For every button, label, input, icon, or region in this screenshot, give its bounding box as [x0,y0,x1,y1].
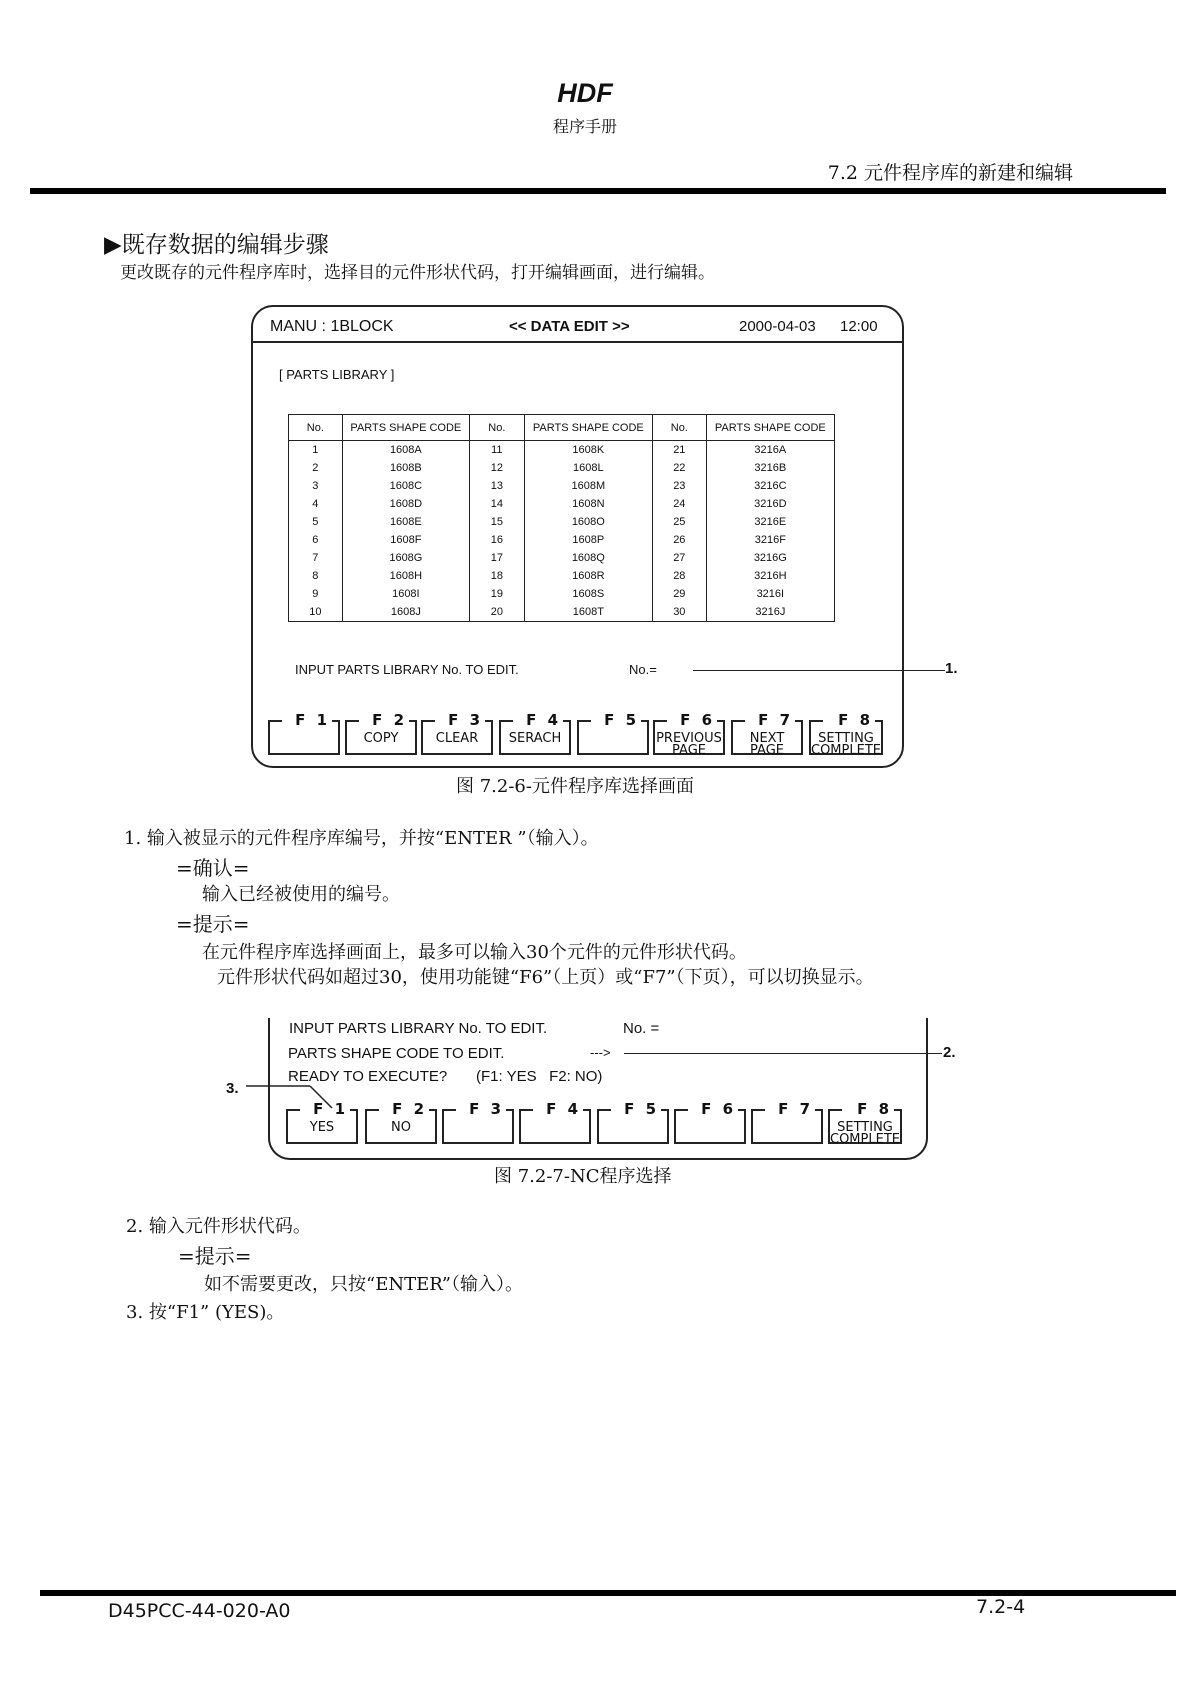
table-row [289,531,835,549]
key-name: F 2 [392,1100,427,1118]
step-2-text: 2. 输入元件形状代码。 [126,1216,311,1237]
key-frame-edge [409,720,417,722]
step-2-hint-text: 如不需要更改，只按“ENTER”（输入）。 [204,1274,524,1295]
key-frame-edge [499,720,513,722]
column-header: No. [289,415,343,441]
library-number-cell: 16 [469,531,524,549]
table-row [289,603,835,622]
key-frame-edge [577,720,591,722]
key-frame-edge [563,720,571,722]
screen2-arrow: ---> [590,1045,611,1060]
key-frame-edge [828,1109,842,1111]
shape-code-cell: 3216D [706,495,834,513]
shape-code-cell: 1608D [342,495,469,513]
intro-text: 更改既存的元件程序库时，选择目的元件形状代码，打开编辑画面，进行编辑。 [120,263,715,283]
function-key-f2[interactable] [365,1100,437,1144]
shape-code-cell: 3216G [706,549,834,567]
library-label: [ PARTS LIBRARY ] [279,367,395,382]
shape-code-cell: 1608G [342,549,469,567]
key-frame-edge [815,1109,823,1111]
shape-code-cell: 1608I [342,585,469,603]
library-number-cell: 17 [469,549,524,567]
key-frame-edge [731,720,745,722]
key-label: NEXT PAGE [749,731,785,758]
brand-title: HDF [557,78,613,108]
function-key-f7[interactable] [751,1100,823,1144]
shape-code-cell: 1608B [342,459,469,477]
library-number-cell: 2 [289,459,343,477]
library-number-cell: 23 [652,477,706,495]
shape-code-cell: 1608N [524,495,652,513]
key-label: CLEAR [435,731,479,746]
key-name: F 2 [372,711,407,729]
function-key-f8[interactable] [809,711,883,758]
execute-screen [268,1018,928,1160]
column-header: No. [469,415,524,441]
hint-text-1: 在元件程序库选择画面上，最多可以输入30个元件的元件形状代码。 [202,942,747,963]
shape-code-cell: 1608R [524,567,652,585]
section-title: 7.2 元件程序库的新建和编辑 [827,162,1073,184]
shape-code-cell: 3216B [706,459,834,477]
shape-code-cell: 1608F [342,531,469,549]
shape-code-cell: 1608S [524,585,652,603]
shape-code-cell: 3216A [706,441,834,460]
function-key-f5[interactable] [597,1100,669,1144]
key-frame-edge [751,1109,765,1111]
shape-code-cell: 1608K [524,441,652,460]
header-rule [30,188,1166,194]
column-header: PARTS SHAPE CODE [524,415,652,441]
function-key-f5[interactable] [577,711,649,755]
shape-code-cell: 3216I [706,585,834,603]
shape-code-cell: 3216C [706,477,834,495]
key-frame-edge [809,720,823,722]
key-label: SETTING COMPLETE [811,731,881,758]
function-key-f4[interactable] [519,1100,591,1144]
parts-library-table [288,414,835,622]
key-name: F 1 [313,1100,348,1118]
library-number-cell: 25 [652,513,706,531]
library-number-cell: 13 [469,477,524,495]
library-number-cell: 19 [469,585,524,603]
key-name: F 5 [604,711,639,729]
manual-subtitle: 程序手册 [552,117,617,136]
key-frame-edge [485,720,493,722]
function-key-f1[interactable] [268,711,340,755]
table-row [289,549,835,567]
key-frame-edge [365,1109,379,1111]
key-label: NO [391,1120,411,1135]
page-number: 7.2-4 [976,1596,1026,1618]
column-header: No. [652,415,706,441]
column-header: PARTS SHAPE CODE [342,415,469,441]
shape-code-cell: 1608C [342,477,469,495]
library-number-cell: 5 [289,513,343,531]
key-frame-edge [641,720,649,722]
key-name: F 7 [778,1100,813,1118]
shape-code-cell: 1608L [524,459,652,477]
shape-code-cell: 3216F [706,531,834,549]
shape-code-cell: 1608H [342,567,469,585]
table-row [289,441,835,460]
step-3-text: 3. 按“F1” (YES)。 [126,1302,285,1323]
figure-caption-2: 图 7.2-7-NC程序选择 [494,1166,672,1187]
shape-code-cell: 1608M [524,477,652,495]
function-key-f8[interactable] [828,1100,902,1147]
key-frame-edge [717,720,725,722]
hint-title: =提示= [176,912,250,936]
key-label: COPY [363,731,399,746]
library-number-cell: 20 [469,603,524,622]
no-input-label: No.= [629,662,657,677]
heading-text: 既存数据的编辑步骤 [121,232,329,258]
library-number-cell: 8 [289,567,343,585]
key-frame-edge [875,720,883,722]
key-name: F 5 [624,1100,659,1118]
library-number-cell: 3 [289,477,343,495]
key-frame-edge [332,720,340,722]
parts-library-screen [251,305,958,768]
function-key-f6[interactable] [674,1100,746,1144]
table-header-row [289,415,835,441]
library-number-cell: 30 [652,603,706,622]
function-key-f3[interactable] [421,711,493,755]
table-row [289,585,835,603]
callout-3-leader [244,1068,364,1128]
key-name: F 4 [546,1100,581,1118]
table-row [289,459,835,477]
key-frame-edge [506,1109,514,1111]
function-key-f3[interactable] [442,1100,514,1144]
table-row [289,495,835,513]
library-number-cell: 29 [652,585,706,603]
key-frame-edge [268,720,282,722]
shape-code-cell: 1608A [342,441,469,460]
triangle-bullet-icon: ▶ [104,232,122,258]
library-number-cell: 26 [652,531,706,549]
key-name: F 3 [469,1100,504,1118]
step-2-hint-title: =提示= [178,1244,252,1268]
callout-2: 2. [943,1044,956,1061]
shape-code-input-field[interactable] [624,1053,942,1054]
key-frame-edge [429,1109,437,1111]
shape-code-cell: 1608P [524,531,652,549]
callout-3: 3. [226,1080,239,1097]
key-frame-edge [661,1109,669,1111]
screen2-shape-code-prompt: PARTS SHAPE CODE TO EDIT. [288,1045,505,1062]
function-key-f7[interactable] [731,711,803,758]
key-label: SERACH [508,731,562,746]
shape-code-cell: 3216H [706,567,834,585]
key-frame-edge [674,1109,688,1111]
library-number-cell: 6 [289,531,343,549]
library-number-cell: 22 [652,459,706,477]
library-number-cell: 21 [652,441,706,460]
key-label: SETTING COMPLETE [830,1120,900,1147]
column-header: PARTS SHAPE CODE [706,415,834,441]
ready-to-execute-text: READY TO EXECUTE? [288,1068,448,1085]
title-rule [253,341,902,343]
shape-code-cell: 1608T [524,603,652,622]
library-number-cell: 4 [289,495,343,513]
key-name: F 6 [680,711,715,729]
key-label: YES [309,1120,335,1135]
screen-time: 12:00 [840,318,878,335]
key-frame-edge [421,720,435,722]
shape-code-cell: 1608Q [524,549,652,567]
key-frame-edge [597,1109,611,1111]
figure-caption-1: 图 7.2-6-元件程序库选择画面 [456,776,694,797]
screen2-no-label: No. = [623,1020,660,1037]
hint-text-2: 元件形状代码如超过30，使用功能键“F6”（上页）或“F7”（下页），可以切换显示。 [217,967,874,988]
key-name: F 6 [701,1100,736,1118]
library-number-cell: 14 [469,495,524,513]
library-number-cell: 15 [469,513,524,531]
screen-title: << DATA EDIT >> [509,318,630,335]
function-key-f4[interactable] [499,711,571,755]
shape-code-cell: 1608E [342,513,469,531]
key-frame-edge [894,1109,902,1111]
screen-date: 2000-04-03 [739,318,816,335]
mode-label: MANU : 1BLOCK [270,318,394,335]
document-code: D45PCC-44-020-A0 [108,1600,291,1622]
table-row [289,513,835,531]
edit-prompt: INPUT PARTS LIBRARY No. TO EDIT. [295,662,519,677]
confirm-title: =确认= [176,856,250,880]
function-key-f2[interactable] [345,711,417,755]
library-number-cell: 18 [469,567,524,585]
key-label: PREVIOUS PAGE [656,731,722,758]
library-number-cell: 24 [652,495,706,513]
key-name: F 8 [838,711,873,729]
library-number-cell: 9 [289,585,343,603]
library-number-cell: 12 [469,459,524,477]
key-name: F 4 [526,711,561,729]
key-frame-edge [795,720,803,722]
key-frame-edge [738,1109,746,1111]
library-number-cell: 7 [289,549,343,567]
table-row [289,477,835,495]
key-frame-edge [442,1109,456,1111]
no-input-field[interactable] [693,670,945,671]
key-name: F 1 [295,711,330,729]
shape-code-cell: 1608O [524,513,652,531]
key-frame-edge [653,720,667,722]
key-name: F 3 [448,711,483,729]
shape-code-cell: 3216J [706,603,834,622]
callout-1: 1. [945,660,958,677]
screen2-prompt: INPUT PARTS LIBRARY No. TO EDIT. [289,1020,548,1037]
section-heading [104,226,329,259]
shape-code-cell: 3216E [706,513,834,531]
yes-no-options: (F1: YES F2: NO) [476,1068,603,1085]
function-key-f6[interactable] [653,711,725,758]
library-number-cell: 11 [469,441,524,460]
library-number-cell: 10 [289,603,343,622]
key-name: F 7 [758,711,793,729]
library-number-cell: 1 [289,441,343,460]
library-number-cell: 27 [652,549,706,567]
key-frame-edge [345,720,359,722]
step-1-text: 1. 输入被显示的元件程序库编号，并按“ENTER ”（输入）。 [124,828,599,849]
key-frame-edge [583,1109,591,1111]
key-name: F 8 [857,1100,892,1118]
shape-code-cell: 1608J [342,603,469,622]
table-row [289,567,835,585]
confirm-text: 输入已经被使用的编号。 [202,884,400,905]
library-number-cell: 28 [652,567,706,585]
key-frame-edge [519,1109,533,1111]
